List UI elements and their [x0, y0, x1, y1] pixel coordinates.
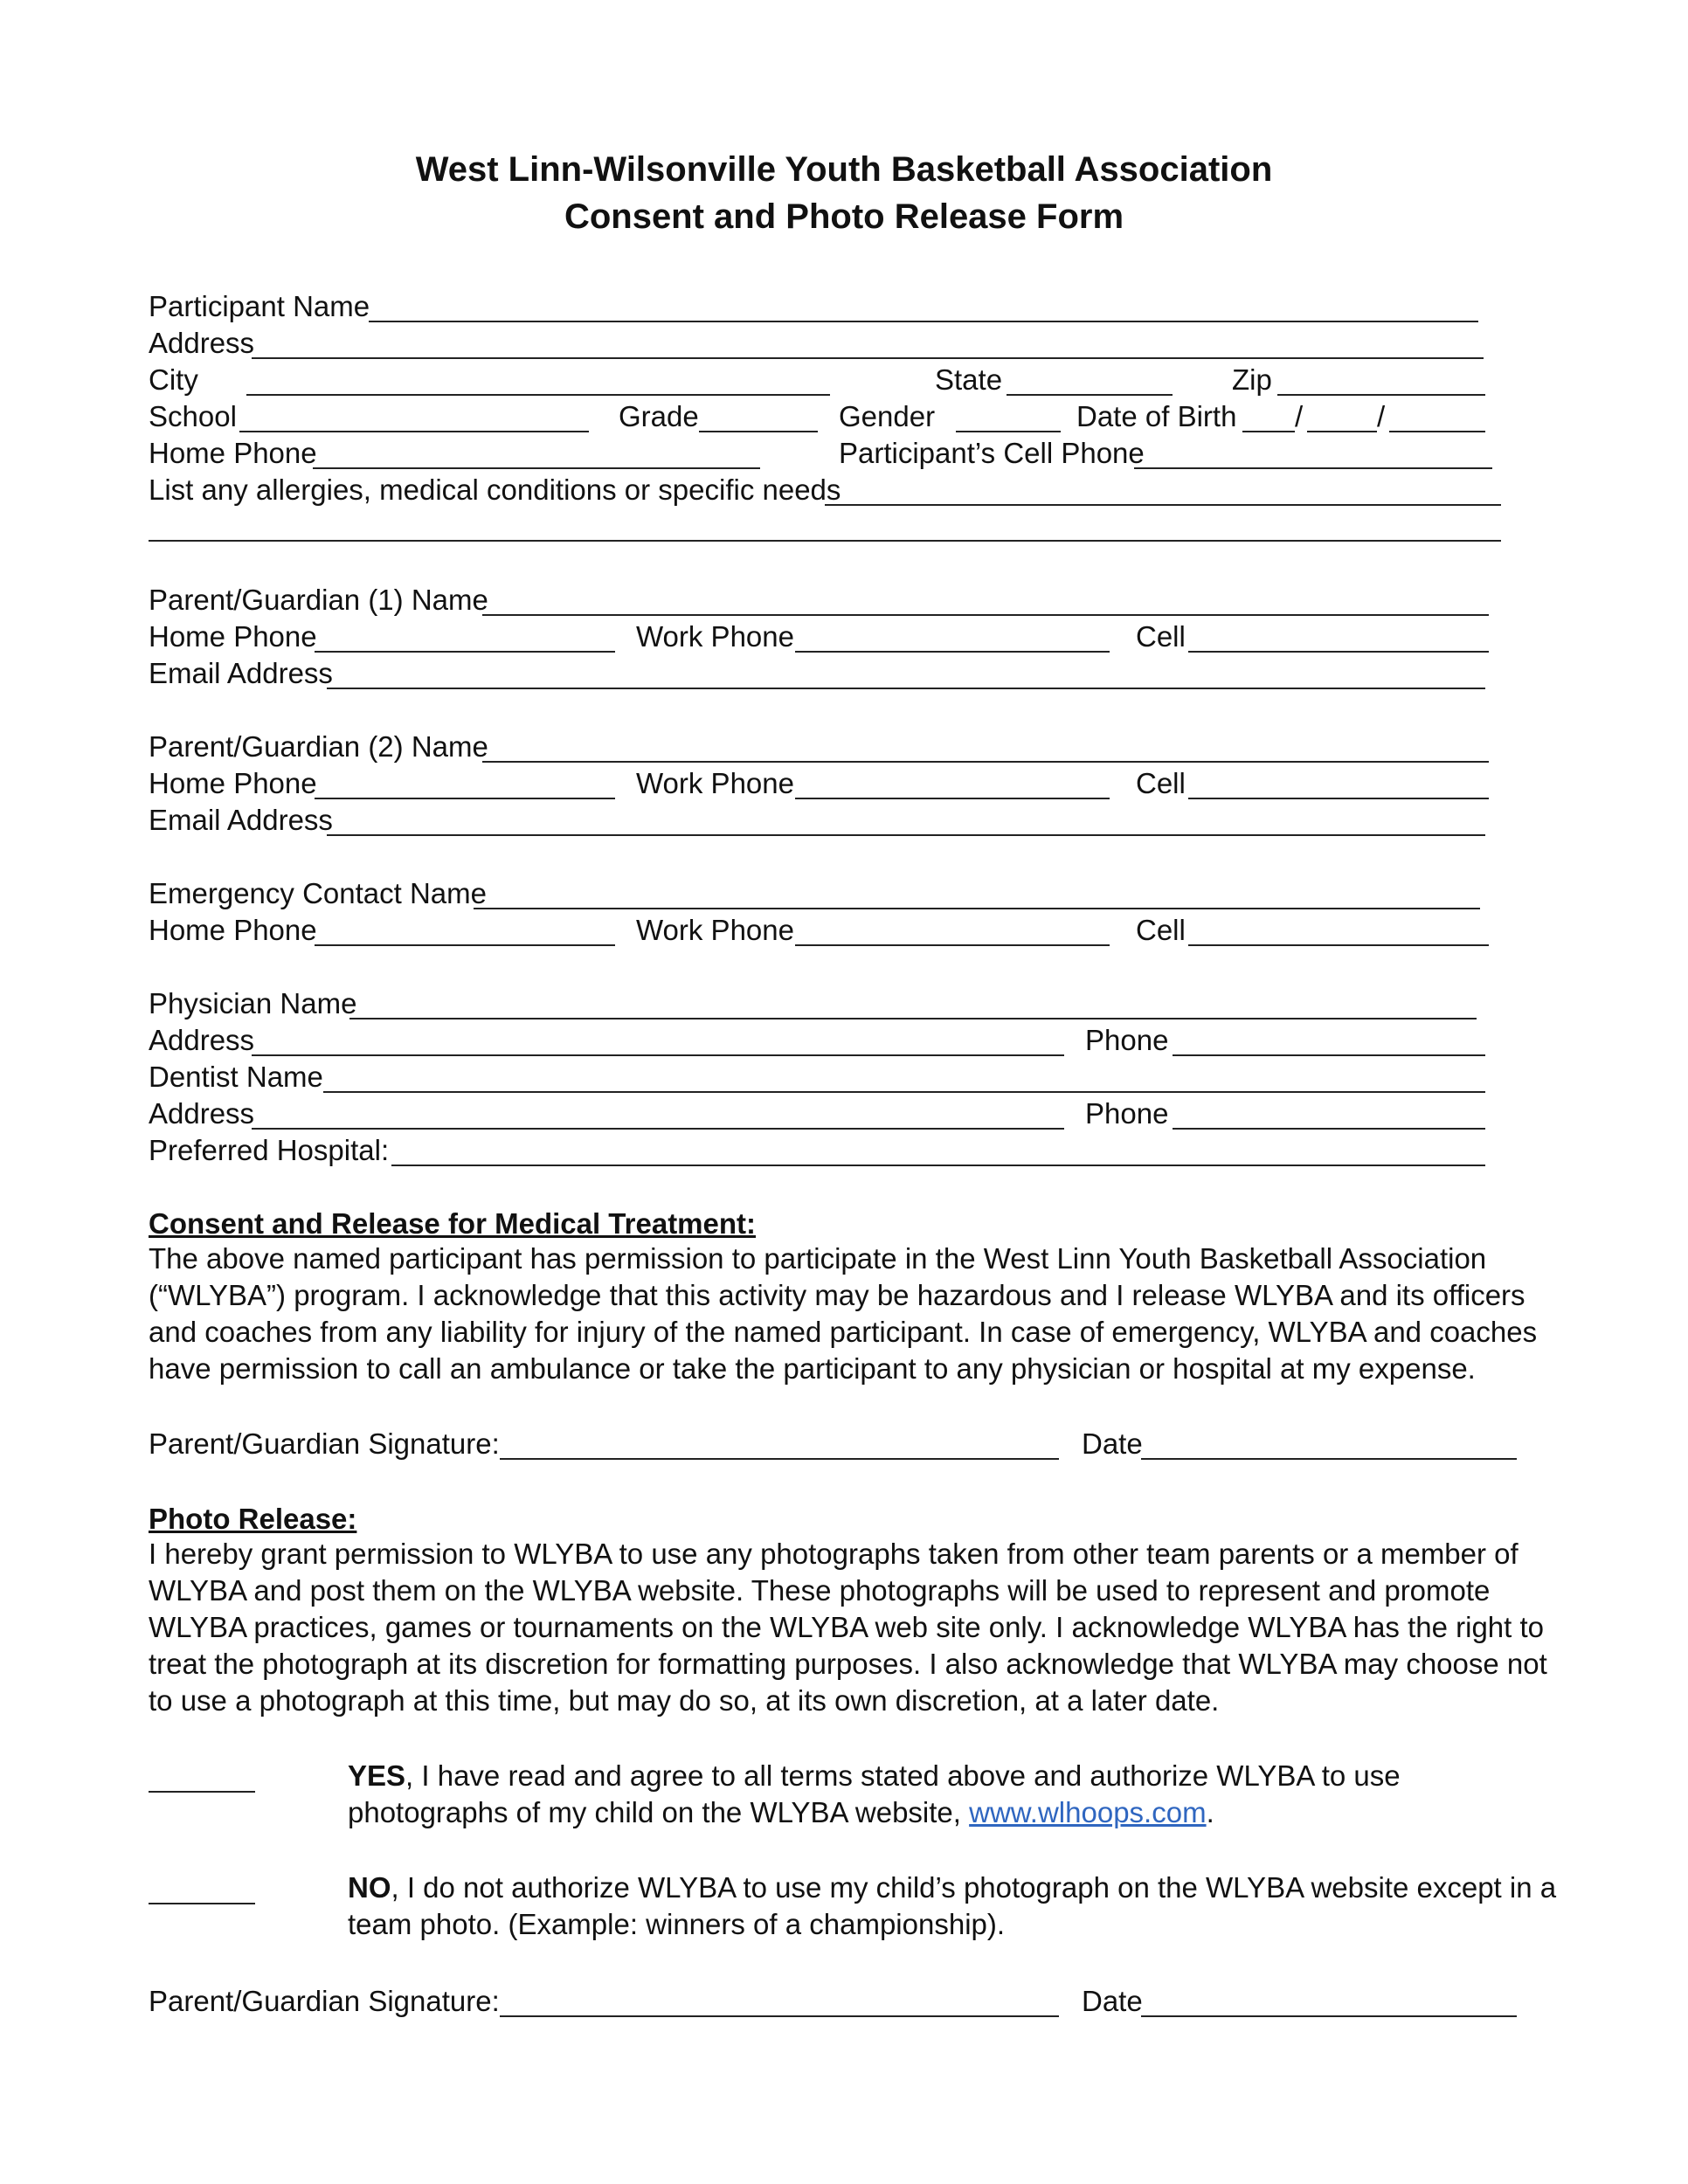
- emergency-home-phone-field[interactable]: [315, 944, 615, 946]
- medical-date-label: Date: [1082, 1427, 1143, 1460]
- guardian1-work-phone-field[interactable]: [795, 651, 1110, 653]
- dob-separator-1: /: [1295, 400, 1304, 432]
- emergency-cell-field[interactable]: [1188, 944, 1489, 946]
- participant-address-label: Address: [149, 327, 255, 359]
- guardian2-cell-label: Cell: [1136, 767, 1186, 799]
- physician-name-label: Physician Name: [149, 987, 357, 1019]
- city-label: City: [149, 363, 198, 396]
- photo-release-text: I hereby grant permission to WLYBA to use any photographs taken from other team parents or a member of WLYBA and post them on the WLYBA website. These photographs will be used to represent and promote WLYBA practices, games or tournaments on the WLYBA web site only. I acknowledge WLYBA has the right to treat the photograph at its discretion for formatting purposes. I also acknowledge that WLYBA may choose not to use a photograph at this time, but may do so, at its own discretion, at a later date.: [149, 1538, 1547, 1717]
- guardian2-work-phone-label: Work Phone: [636, 767, 794, 799]
- guardian2-home-phone-field[interactable]: [315, 798, 615, 799]
- guardian2-name-label: Parent/Guardian (2) Name: [149, 730, 488, 763]
- emergency-home-phone-label: Home Phone: [149, 914, 317, 946]
- grade-field[interactable]: [699, 431, 818, 432]
- participant-home-phone-field[interactable]: [313, 467, 760, 469]
- grade-label: Grade: [619, 400, 699, 432]
- dentist-address-label: Address: [149, 1097, 255, 1130]
- guardian1-home-phone-field[interactable]: [315, 651, 615, 653]
- participant-cell-phone-field[interactable]: [1134, 467, 1492, 469]
- participant-address-field[interactable]: [252, 357, 1484, 359]
- zip-field[interactable]: [1277, 394, 1485, 396]
- photo-yes-text: , I have read and agree to all terms stated above and authorize WLYBA to use photographs of my child on the WLYBA website,: [348, 1759, 1401, 1828]
- dob-separator-2: /: [1377, 400, 1386, 432]
- gender-field[interactable]: [956, 431, 1061, 432]
- participant-cell-phone-label: Participant’s Cell Phone: [839, 437, 1145, 469]
- allergies-field[interactable]: [825, 504, 1501, 506]
- photo-no-bold: NO: [348, 1871, 391, 1904]
- form-title: West Linn-Wilsonville Youth Basketball Association: [415, 150, 1273, 189]
- school-label: School: [149, 400, 237, 432]
- city-field[interactable]: [246, 394, 830, 396]
- guardian1-work-phone-label: Work Phone: [636, 620, 794, 653]
- school-field[interactable]: [239, 431, 589, 432]
- allergies-extra-line[interactable]: [149, 540, 1501, 542]
- date-of-birth-label: Date of Birth: [1076, 400, 1237, 432]
- dob-day-field[interactable]: [1307, 431, 1377, 432]
- photo-no-text: , I do not authorize WLYBA to use my child’s photograph on the WLYBA website except in a team photo. (Example: winners of a championship).: [348, 1871, 1557, 1940]
- physician-address-label: Address: [149, 1024, 255, 1056]
- zip-label: Zip: [1232, 363, 1272, 396]
- dob-year-field[interactable]: [1389, 431, 1485, 432]
- physician-address-field[interactable]: [252, 1054, 1064, 1056]
- dentist-phone-label: Phone: [1085, 1097, 1169, 1130]
- photo-release-heading: Photo Release:: [149, 1503, 357, 1535]
- emergency-name-field[interactable]: [474, 908, 1480, 909]
- guardian1-name-label: Parent/Guardian (1) Name: [149, 584, 488, 616]
- guardian2-email-label: Email Address: [149, 804, 333, 836]
- photo-no-option: [348, 1870, 1562, 1943]
- participant-name-label: Participant Name: [149, 290, 370, 322]
- guardian1-email-field[interactable]: [327, 688, 1485, 689]
- photo-date-field[interactable]: [1141, 2015, 1517, 2017]
- hospital-label: Preferred Hospital:: [149, 1134, 390, 1166]
- photo-yes-blank[interactable]: [149, 1791, 255, 1793]
- photo-date-label: Date: [1082, 1985, 1143, 2017]
- physician-phone-label: Phone: [1085, 1024, 1169, 1056]
- website-link[interactable]: www.wlhoops.com: [969, 1796, 1207, 1828]
- participant-home-phone-label: Home Phone: [149, 437, 317, 469]
- guardian2-email-field[interactable]: [327, 834, 1485, 836]
- dentist-phone-field[interactable]: [1173, 1128, 1485, 1130]
- photo-yes-option: [348, 1758, 1562, 1831]
- hospital-field[interactable]: [391, 1165, 1485, 1166]
- medical-consent-heading: Consent and Release for Medical Treatment:: [149, 1207, 757, 1240]
- gender-label: Gender: [839, 400, 936, 432]
- emergency-name-label: Emergency Contact Name: [149, 877, 487, 909]
- guardian1-name-field[interactable]: [482, 614, 1489, 616]
- photo-signature-label: Parent/Guardian Signature:: [149, 1985, 500, 2017]
- guardian2-work-phone-field[interactable]: [795, 798, 1110, 799]
- dentist-address-field[interactable]: [252, 1128, 1064, 1130]
- photo-yes-end: .: [1206, 1796, 1214, 1828]
- state-label: State: [935, 363, 1003, 396]
- guardian2-name-field[interactable]: [482, 761, 1489, 763]
- guardian1-home-phone-label: Home Phone: [149, 620, 317, 653]
- dentist-name-label: Dentist Name: [149, 1061, 323, 1093]
- medical-consent-text: The above named participant has permission to participate in the West Linn Youth Basketball Association (“WLYBA”) program. I acknowledge that this activity may be hazardous and I release WLYBA and its officers and coaches from any liability for injury of the named participant. In case of emergency, WLYBA and coaches have permission to call an ambulance or take the participant to any physician or hospital at my expense.: [149, 1242, 1538, 1385]
- physician-phone-field[interactable]: [1173, 1054, 1485, 1056]
- guardian2-cell-field[interactable]: [1188, 798, 1489, 799]
- guardian1-email-label: Email Address: [149, 657, 333, 689]
- physician-name-field[interactable]: [349, 1018, 1477, 1019]
- dob-month-field[interactable]: [1242, 431, 1295, 432]
- allergies-label: List any allergies, medical conditions or specific needs: [149, 473, 841, 506]
- guardian1-cell-label: Cell: [1136, 620, 1186, 653]
- photo-signature-field[interactable]: [500, 2015, 1059, 2017]
- guardian1-cell-field[interactable]: [1188, 651, 1489, 653]
- participant-name-field[interactable]: [369, 321, 1478, 322]
- photo-no-blank[interactable]: [149, 1903, 255, 1904]
- form-subtitle: Consent and Photo Release Form: [564, 197, 1124, 236]
- medical-signature-label: Parent/Guardian Signature:: [149, 1427, 500, 1460]
- dentist-name-field[interactable]: [323, 1091, 1485, 1093]
- guardian2-home-phone-label: Home Phone: [149, 767, 317, 799]
- emergency-cell-label: Cell: [1136, 914, 1186, 946]
- emergency-work-phone-label: Work Phone: [636, 914, 794, 946]
- emergency-work-phone-field[interactable]: [795, 944, 1110, 946]
- medical-signature-field[interactable]: [500, 1458, 1059, 1460]
- photo-yes-bold: YES: [348, 1759, 406, 1792]
- medical-date-field[interactable]: [1141, 1458, 1517, 1460]
- state-field[interactable]: [1007, 394, 1173, 396]
